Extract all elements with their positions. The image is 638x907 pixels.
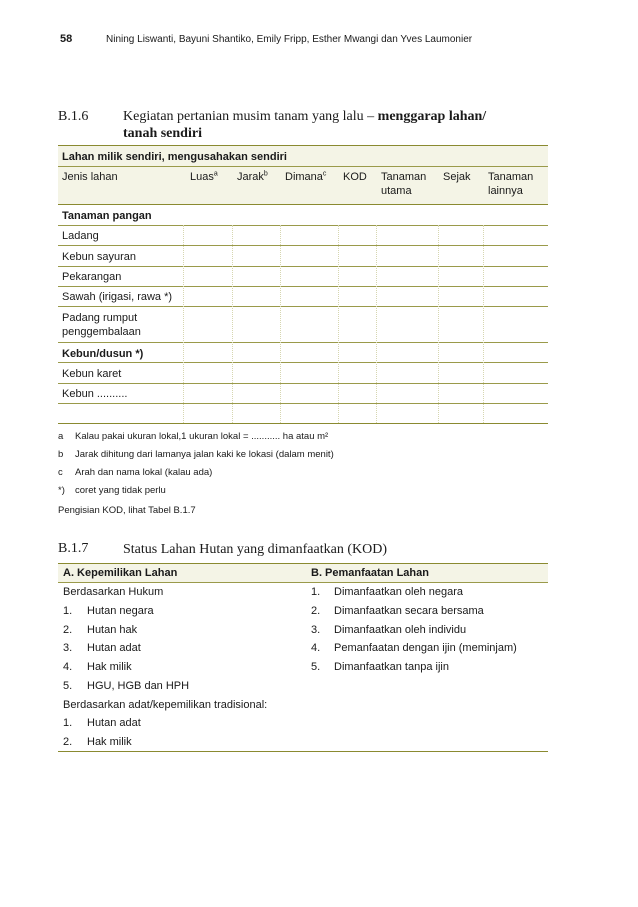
table-row-kebun-sayuran: Kebun sayuran [62,251,136,263]
footnote-star: coret yang tidak perlu [75,485,166,496]
section-title-b17: Status Lahan Hutan yang dimanfaatkan (KOD) [123,542,387,557]
col-divider [438,225,439,423]
list-item: Pemanfaatan dengan ijin (meminjam) [334,642,517,654]
row-rule [58,286,548,287]
list-item-num: 2. [63,624,73,636]
page-number: 58 [60,33,73,45]
table-header-bottom-rule [58,204,548,205]
section-title-b16-plain: Kegiatan pertanian musim tanam yang lalu – [123,109,378,124]
list-item: HGU, HGB dan HPH [87,680,190,692]
table-row-kebun-dusun: Kebun/dusun *) [62,348,144,360]
footnote-c: Arah dan nama lokal (kalau ada) [75,467,213,478]
section-number-b16: B.1.6 [58,109,89,124]
list-item: Dimanfaatkan oleh individu [334,624,467,636]
footnote-key-a: a [58,431,64,442]
col-divider [376,225,377,423]
row-rule [58,403,548,404]
list-item-num: 3. [63,642,73,654]
row-rule [58,383,548,384]
list-item: Hutan hak [87,624,138,636]
table2-header-rule [58,582,548,583]
col-header-jarak: Jarak$^b$ [237,170,268,183]
running-header-authors: Nining Liswanti, Bayuni Shantiko, Emily Fripp, Esther Mwangi dan Yves Laumonier [106,34,473,45]
footnote-key-b: b [58,449,64,460]
list-item: Hak milik [87,736,132,748]
table-top-rule [58,145,548,146]
list-item-num: 1. [311,586,321,598]
table-row-tanaman-pangan: Tanaman pangan [62,210,152,222]
list-item-num: 3. [311,624,321,636]
row-rule [58,342,548,343]
list-item-num: 1. [63,605,73,617]
table-title-rule [58,166,548,167]
col-divider [483,225,484,423]
list-item: Dimanfaatkan secara bersama [334,605,484,617]
table-row-sawah: Sawah (irigasi, rawa *) [62,291,173,303]
list-item: Dimanfaatkan oleh negara [334,586,464,598]
list-item: Hutan adat [87,717,141,729]
list-item: Hak milik [87,661,132,673]
col-header-kod: KOD [343,171,367,183]
list-item: Hutan negara [87,605,154,617]
col-divider [338,225,339,423]
col-header-luas: Luas$^a$ [190,170,218,183]
footnote-key-c: c [58,467,63,478]
section-title-b16 [123,108,523,142]
table-row-kebun-karet: Kebun karet [62,368,122,380]
kod-note: Pengisian KOD, lihat Tabel B.1.7 [58,505,196,516]
table-row-padang-rumput: Padang rumput penggembalaan [62,312,141,338]
row-rule [58,362,548,363]
col-divider [280,225,281,423]
row-rule [58,225,548,226]
col-header-kepemilikan: A. Kepemilikan Lahan [63,567,178,579]
list-item-num: 5. [63,680,73,692]
col-header-dimana: Dimana$^c$ [285,170,327,183]
footnote-a: Kalau pakai ukuran lokal,1 ukuran lokal = ........... ha atau m² [75,431,329,442]
row-rule [58,245,548,246]
group-title-hukum: Berdasarkan Hukum [63,586,164,598]
col-header-sejak: Sejak [443,171,471,183]
table-row-ladang: Ladang [62,230,99,242]
list-item: Dimanfaatkan tanpa ijin [334,661,449,673]
list-item-num: 4. [63,661,73,673]
col-divider [183,225,184,423]
col-header-tanaman-lainnya: Tanaman lainnya [488,171,534,197]
col-header-jenis: Jenis lahan [62,171,118,183]
col-header-tanaman-utama: Tanaman utama [381,171,427,197]
list-item-num: 5. [311,661,321,673]
table-row-kebun-lain: Kebun .......... [62,388,128,400]
section-number-b17: B.1.7 [58,541,89,556]
list-item-num: 2. [63,736,73,748]
section-title-b16-bold-1: menggarap lahan/ [377,109,487,124]
section-title-b16-bold-2: tanah sendiri [123,126,202,141]
list-item-num: 1. [63,717,73,729]
row-rule [58,266,548,267]
table-bottom-rule [58,423,548,424]
footnote-key-star: *) [58,485,65,496]
footnote-b: Jarak dihitung dari lamanya jalan kaki ke lokasi (dalam menit) [75,449,334,460]
table2-top-rule [58,563,548,564]
list-item: Hutan adat [87,642,141,654]
col-header-pemanfaatan: B. Pemanfaatan Lahan [311,567,429,579]
table2-bottom-rule [58,751,548,752]
list-item-num: 4. [311,642,321,654]
table-row-pekarangan: Pekarangan [62,271,122,283]
row-rule [58,306,548,307]
group-title-adat: Berdasarkan adat/kepemilikan tradisional: [63,699,268,711]
list-item-num: 2. [311,605,321,617]
col-divider [232,225,233,423]
table-title: Lahan milik sendiri, mengusahakan sendiri [62,151,287,163]
